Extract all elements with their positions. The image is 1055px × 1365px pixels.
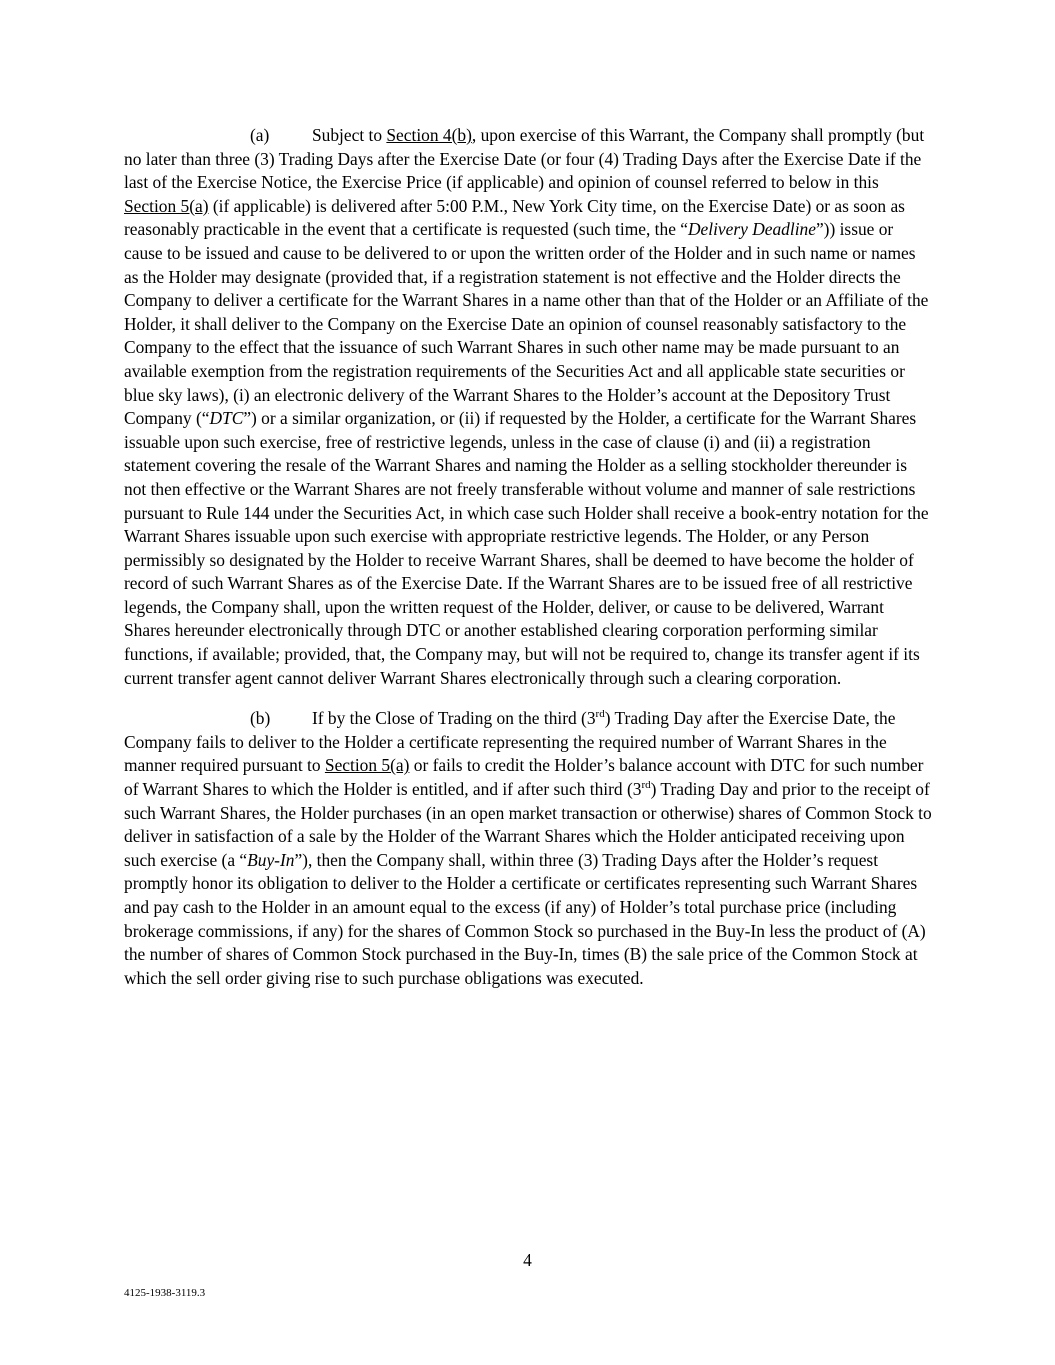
paragraph-b-text-1: If by the Close of Trading on the third (3 bbox=[312, 708, 596, 729]
paragraph-a-text-1: Subject to bbox=[312, 125, 387, 145]
dtc-term: DTC bbox=[209, 408, 244, 429]
section-4b-reference: Section 4(b) bbox=[386, 125, 472, 145]
buy-in-term: Buy-In bbox=[247, 849, 295, 870]
document-id: 4125-1938-3119.3 bbox=[124, 1287, 206, 1299]
paragraph-a-text-4: ”)) issue or cause to be issued and cause to be delivered to or upon the written order of the Holder and in such name or names as the Holder may designate (provided that, if a registration statement is not effective and the Holder directs the Company to deliver a certificate for the Warrant Shares in a name other than that of the Holder or an Affiliate of the Holder, it shall deliver to the Company on the Exercise Date an opinion of counsel reasonably satisfactory to the Company to the effect that the issuance of such Warrant Shares in such other name may be made pursuant to an available exemption from the registration requirements of the Securities Act and all applicable state securities or blue sky laws), (i) an electronic delivery of the Warrant Shares to the Holder’s account at the Depository Trust Company (“ bbox=[124, 219, 929, 429]
page-number: 4 bbox=[523, 1250, 532, 1270]
ordinal-superscript-1: rd bbox=[595, 708, 605, 721]
paragraph-a bbox=[124, 124, 932, 690]
paragraph-b bbox=[124, 707, 932, 990]
paragraph-b-text-2: ) Trading Day after the Exercise Date, the Company fails to deliver to the Holder a certificate representing the required number of Warrant Shares in the manner required pursuant to bbox=[124, 708, 896, 776]
paragraph-a-text-5: ”) or a similar organization, or (ii) if requested by the Holder, a certificate for the Warrant Shares issuable upon such exercise, free of restrictive legends, unless in the case of clause (i) and (ii) a registration statement covering the resale of the Warrant Shares and naming the Holder as a selling stockholder thereunder is not then effective or the Warrant Shares are not freely transferable without volume and manner of sale restrictions pursuant to Rule 144 under the Securities Act, in which case such Holder shall receive a book-entry notation for the Warrant Shares issuable upon such exercise with appropriate restrictive legends. The Holder, or any Person permissibly so designated by the Holder to receive Warrant Shares, shall be deemed to have become the holder of record of such Warrant Shares as of the Exercise Date. If the Warrant Shares are to be issued free of all restrictive legends, the Company shall, upon the written request of the Holder, deliver, or cause to be delivered, Warrant Shares hereunder electronically through DTC or another established clearing corporation performing similar functions, if available; provided, that, the Company may, but will not be required to, change its transfer agent if its current transfer agent cannot deliver Warrant Shares electronically through such a clearing corporation. bbox=[124, 408, 929, 688]
paragraph-b-text-4: ) Trading Day and prior to the receipt of such Warrant Shares, the Holder purchases (in an open market transaction or otherwise) shares of Common Stock to deliver in satisfaction of a sale by the Holder of the Warrant Shares which the Holder anticipated receiving upon such exercise (a “ bbox=[124, 779, 932, 870]
paragraph-a-label: (a) bbox=[250, 125, 270, 145]
section-5a-reference: Section 5(a) bbox=[124, 195, 209, 216]
paragraph-a-text-2: , upon exercise of this Warrant, the Company shall promptly (but no later than three (3) Trading Days after the Exercise Date (or four (4) Trading Days after the Exercise Date if the last of the Exercise Notice, the Exercise Price (if applicable) and opinion of counsel referred to below in this bbox=[124, 125, 925, 193]
paragraph-b-text-5: ”), then the Company shall, within three (3) Trading Days after the Holder’s request promptly honor its obligation to deliver to the Holder a certificate or certificates representing such Warrant Shares and pay cash to the Holder in an amount equal to the excess (if any) of Holder’s total purchase price (including brokerage commissions, if any) for the shares of Common Stock so purchased in the Buy-In less the product of (A) the number of shares of Common Stock purchased in the Buy-In, times (B) the sale price of the Common Stock at which the sell order giving rise to such purchase obligations was executed. bbox=[124, 849, 926, 988]
document-body bbox=[124, 124, 932, 1007]
ordinal-superscript-2: rd bbox=[641, 779, 651, 792]
paragraph-b-label: (b) bbox=[250, 708, 271, 729]
section-5a-reference-b: Section 5(a) bbox=[324, 755, 410, 776]
paragraph-b-text-3: or fails to credit the Holder’s balance account with DTC for such number of Warrant Shares to which the Holder is entitled, and if after such third (3 bbox=[124, 755, 924, 800]
paragraph-a-text-3: (if applicable) is delivered after 5:00 P.M., New York City time, on the Exercise Date) or as soon as reasonably practicable in the event that a certificate is requested (such time, the “ bbox=[124, 195, 905, 240]
delivery-deadline-term: Delivery Deadline bbox=[687, 219, 816, 240]
